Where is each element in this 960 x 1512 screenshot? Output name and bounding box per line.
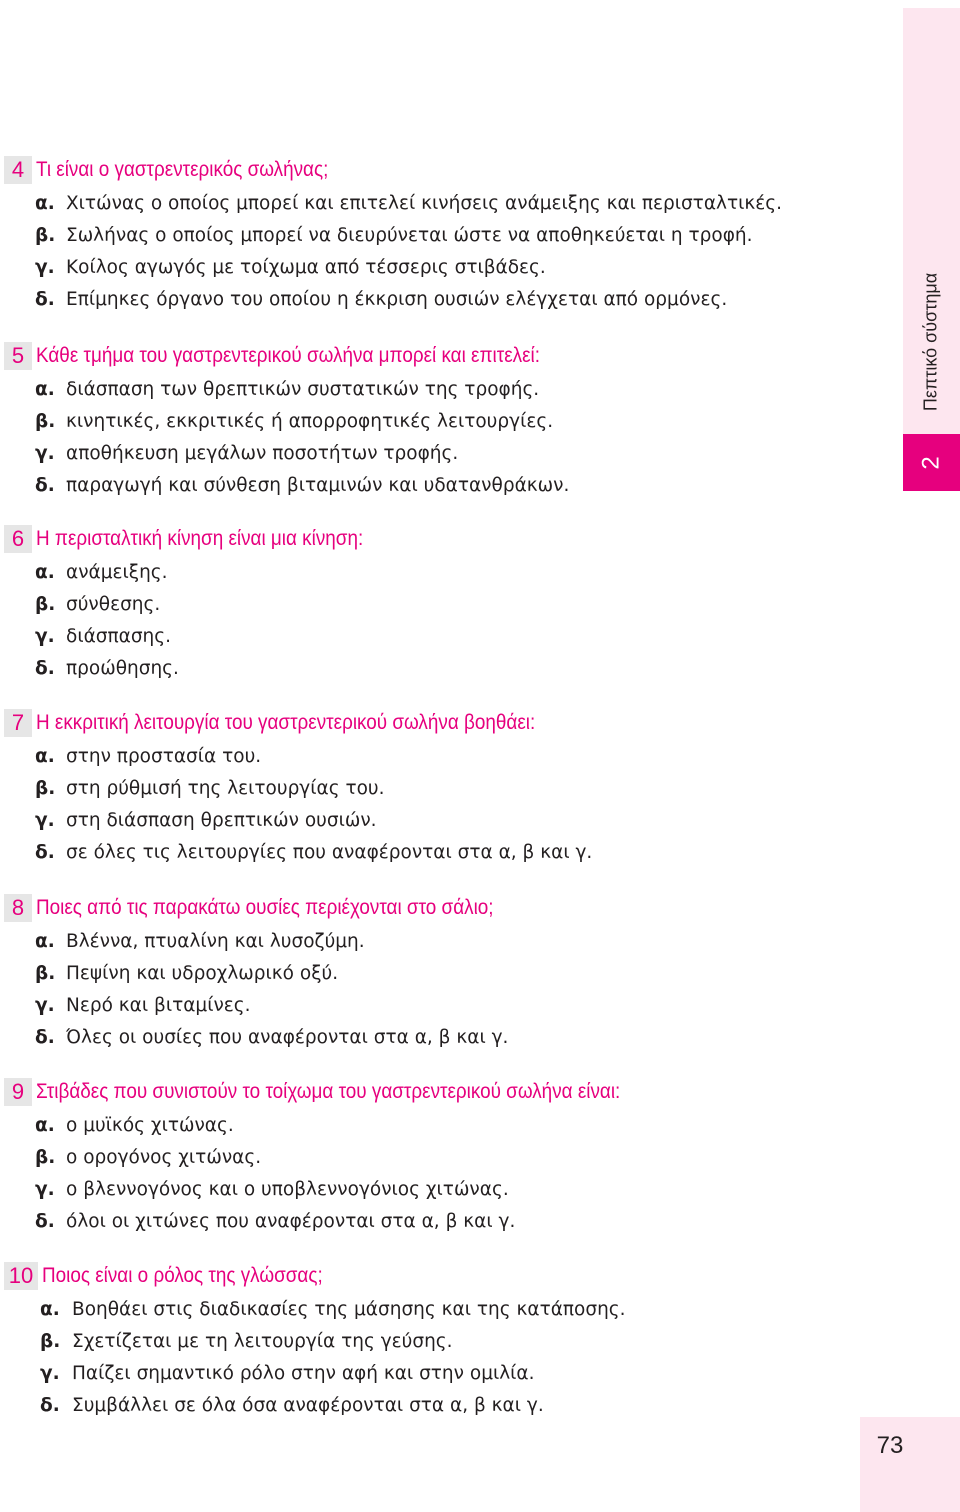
option-b: β. Σωλήνας ο οποίος μπορεί να διευρύνεται ώστε να αποθηκεύεται η τροφή.	[35, 225, 753, 246]
option-a: α. ο μυϊκός χιτώνας.	[35, 1115, 234, 1136]
question-text: Τι είναι ο γαστρεντερικός σωλήνας;	[36, 158, 329, 181]
option-a: α. διάσπαση των θρεπτικών συστατικών της τροφής.	[35, 379, 540, 400]
question-10	[0, 1262, 880, 1422]
option-d: δ. Όλες οι ουσίες που αναφέρονται στα α, β και γ.	[35, 1027, 509, 1048]
question-number: 4	[4, 156, 32, 184]
question-text: Ποιες από τις παρακάτω ουσίες περιέχονται στο σάλιο;	[36, 896, 494, 919]
question-4	[0, 156, 880, 316]
question-text: Η περισταλτική κίνηση είναι μια κίνηση:	[36, 527, 364, 550]
chapter-title: Πεπτικό σύστημα	[920, 272, 941, 412]
question-text: Στιβάδες που συνιστούν το τοίχωμα του γαστρεντερικού σωλήνα είναι:	[36, 1080, 621, 1103]
option-d: δ. Συμβάλλει σε όλα όσα αναφέρονται στα α, β και γ.	[40, 1395, 544, 1416]
option-c: γ. Παίζει σημαντικό ρόλο στην αφή και στην ομιλία.	[40, 1363, 535, 1384]
question-text: Η εκκριτική λειτουργία του γαστρεντερικού σωλήνα βοηθάει:	[36, 711, 536, 734]
question-number: 8	[4, 894, 32, 922]
question-text: Ποιος είναι ο ρόλος της γλώσσας;	[42, 1264, 323, 1287]
chapter-number: 2	[917, 455, 945, 470]
question-7	[0, 709, 880, 869]
chapter-tab	[903, 8, 960, 491]
option-c: γ. στη διάσπαση θρεπτικών ουσιών.	[35, 810, 377, 831]
question-6	[0, 525, 880, 685]
option-b: β. κινητικές, εκκριτικές ή απορροφητικές λειτουργίες.	[35, 411, 554, 432]
option-b: β. στη ρύθμισή της λειτουργίας του.	[35, 778, 385, 799]
question-number: 6	[4, 525, 32, 553]
option-d: δ. σε όλες τις λειτουργίες που αναφέρονται στα α, β και γ.	[35, 842, 593, 863]
option-a: α. Βοηθάει στις διαδικασίες της μάσησης και της κατάποσης.	[40, 1299, 626, 1320]
option-b: β. ο ορογόνος χιτώνας.	[35, 1147, 262, 1168]
option-c: γ. Νερό και βιταμίνες.	[35, 995, 251, 1016]
option-c: γ. Κοίλος αγωγός με τοίχωμα από τέσσερις στιβάδες.	[35, 257, 546, 278]
option-b: β. Σχετίζεται με τη λειτουργία της γεύσης.	[40, 1331, 453, 1352]
question-number: 7	[4, 709, 32, 737]
option-a: α. ανάμειξης.	[35, 562, 168, 583]
chapter-number-box	[903, 434, 960, 491]
option-a: α. Χιτώνας ο οποίος μπορεί και επιτελεί κινήσεις ανάμειξης και περισταλτικές.	[35, 193, 782, 214]
question-number: 10	[4, 1262, 38, 1290]
question-number: 5	[4, 342, 32, 370]
option-d: δ. Επίμηκες όργανο του οποίου η έκκριση ουσιών ελέγχεται από ορμόνες.	[35, 289, 728, 310]
question-text: Κάθε τμήμα του γαστρεντερικού σωλήνα μπορεί και επιτελεί:	[36, 344, 540, 367]
question-8	[0, 894, 880, 1054]
option-d: δ. παραγωγή και σύνθεση βιταμινών και υδατανθράκων.	[35, 475, 570, 496]
question-9	[0, 1078, 880, 1238]
option-c: γ. αποθήκευση μεγάλων ποσοτήτων τροφής.	[35, 443, 459, 464]
option-d: δ. προώθησης.	[35, 658, 179, 679]
option-b: β. Πεψίνη και υδροχλωρικό οξύ.	[35, 963, 339, 984]
page-number: 73	[876, 1432, 904, 1459]
option-d: δ. όλοι οι χιτώνες που αναφέρονται στα α, β και γ.	[35, 1211, 516, 1232]
option-a: α. Βλέννα, πτυαλίνη και λυσοζύμη.	[35, 931, 365, 952]
question-5	[0, 342, 880, 502]
option-a: α. στην προστασία του.	[35, 746, 262, 767]
option-c: γ. ο βλεννογόνος και ο υποβλεννογόνιος χιτώνας.	[35, 1179, 509, 1200]
option-b: β. σύνθεσης.	[35, 594, 161, 615]
option-c: γ. διάσπασης.	[35, 626, 172, 647]
question-number: 9	[4, 1078, 32, 1106]
